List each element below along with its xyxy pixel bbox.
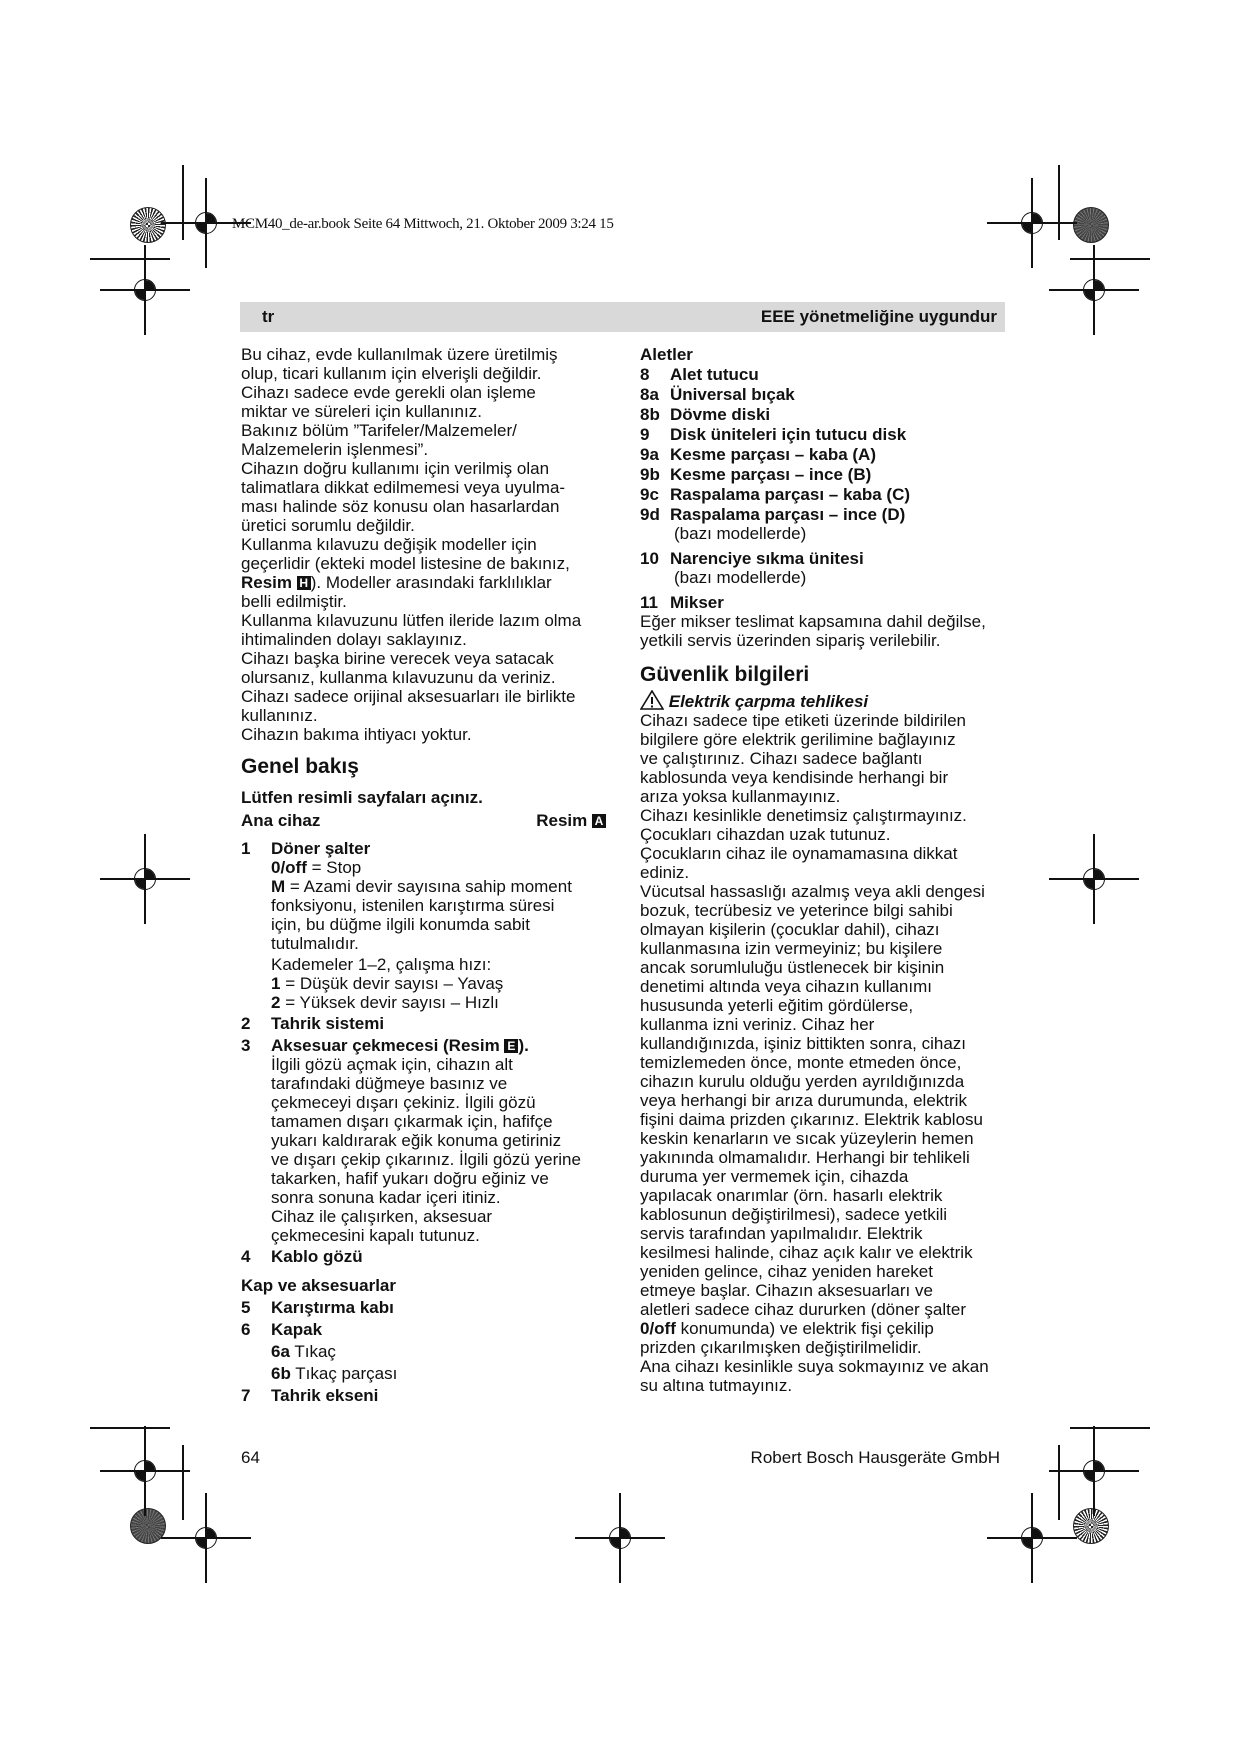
item-number: 9a <box>640 445 659 464</box>
item-line-text: = Azami devir sayısına sahip moment <box>285 877 572 896</box>
header-title: EEE yönetmeliğine uygundur <box>760 307 997 326</box>
tool-item <box>640 425 1010 444</box>
item-line: çekmeceyi dışarı çekiniz. İlgili gözü <box>271 1093 536 1112</box>
paragraph-line: hususunda yeterli eğitim gördülerse, <box>640 996 914 1015</box>
paragraph-line: veya herhangi bir arıza durumunda, elektrik <box>640 1091 967 1110</box>
paragraph-line: temizlemeden önce, monte etmeden önce, <box>640 1053 962 1072</box>
item-line: tarafındaki düğmeye basınız ve <box>271 1074 508 1093</box>
intro-line: olursanız, kullanma kılavuzunu da veriniz. <box>241 668 556 687</box>
paragraph-line: Ana cihazı kesinlikle suya sokmayınız ve akan <box>640 1357 989 1376</box>
tool-label: Raspalama parçası – ince (D) <box>670 505 906 524</box>
item-line: fonksiyonu, istenilen karıştırma süresi <box>271 896 555 915</box>
intro-line: Cihazın doğru kullanımı için verilmiş olan <box>241 459 550 478</box>
paragraph-line: arıza yoksa kullanmayınız. <box>640 787 841 806</box>
tool-label: Kesme parçası – kaba (A) <box>670 445 876 464</box>
paragraph-line: etmeye başlar. Cihazın aksesuarları ve <box>640 1281 933 1300</box>
crosshair-icon <box>161 1493 251 1583</box>
item-line: Kademeler 1–2, çalışma hızı: <box>271 955 492 974</box>
item-line: tamamen dışarı çıkarmak için, hafifçe <box>271 1112 553 1131</box>
paragraph-line: ve çalıştırınız. Cihazı sadece bağlantı <box>640 749 923 768</box>
item-number: 1 <box>241 839 251 858</box>
paragraph-line: bilgilere göre elektrik gerilimine bağlayınız <box>640 730 956 749</box>
tool-label: Üniversal bıçak <box>670 385 795 404</box>
paragraph-line: servis tarafından yapılmalıdır. Elektrik <box>640 1224 923 1243</box>
warning-heading <box>640 690 1010 711</box>
section-subtitle-aletler: Aletler <box>640 345 693 364</box>
item-title <box>271 1036 616 1055</box>
item-number: 8b <box>640 405 660 424</box>
intro-line: üretici sorumlu değildir. <box>241 516 415 535</box>
item-body <box>271 1055 616 1245</box>
intro-line: Kullanma kılavuzunu lütfen ileride lazım olma <box>241 611 582 630</box>
intro-line: geçerlidir (ekteki model listesine de bakınız, <box>241 554 570 573</box>
paragraph-line: Vücutsal hassaslığı azalmış veya akli dengesi <box>640 882 985 901</box>
intro-line <box>241 573 616 592</box>
tool-label: Disk üniteleri için tutucu disk <box>670 425 907 444</box>
tool-label: Dövme diski <box>670 405 771 424</box>
item-line <box>271 858 616 877</box>
intro-paragraphs-2 <box>241 592 616 744</box>
tool-label: Raspalama parçası – kaba (C) <box>670 485 911 504</box>
paragraph-line: prizden çıkarılmışken değiştirilmelidir. <box>640 1338 922 1357</box>
safety-text-tail <box>640 1338 1010 1395</box>
item-line-text: Tıkaç parçası <box>290 1364 398 1383</box>
paragraph-line: kullanma izni veriniz. Cihaz her <box>640 1015 875 1034</box>
switch-off-label: 0/off <box>271 858 307 877</box>
paragraph-line: kullandığınızda, işiniz bittikten sonra, cihazı <box>640 1034 967 1053</box>
item-line: sonra sonuna kadar içeri itiniz. <box>271 1188 501 1207</box>
paragraph-line <box>640 1319 1010 1338</box>
item-title: Tahrik ekseni <box>271 1386 379 1405</box>
intro-line: kullanınız. <box>241 706 318 725</box>
item-line-text: = Düşük devir sayısı – Yavaş <box>280 974 504 993</box>
warning-triangle-icon <box>640 690 664 710</box>
tool-item <box>640 485 1010 504</box>
paragraph-line: denetimi altında veya cihazın kullanımı <box>640 977 932 996</box>
item-number: 11 <box>640 593 658 612</box>
intro-line: olup, ticari kullanım için elverişli değildir. <box>241 364 542 383</box>
section-subtitle-kap: Kap ve aksesuarlar <box>241 1276 396 1295</box>
paragraph-line: su altına tutmayınız. <box>640 1376 793 1395</box>
tool-item <box>640 405 1010 424</box>
switch-m-label: M <box>271 877 286 896</box>
paragraph-line: Çocukların cihaz ile oynamamasına dikkat <box>640 844 958 863</box>
sub-item-number: 6a <box>271 1342 290 1361</box>
item-line: İlgili gözü açmak için, cihazın alt <box>271 1055 513 1074</box>
tool-item <box>640 365 1010 384</box>
item-number: 6 <box>241 1320 251 1339</box>
tool-item <box>640 385 1010 404</box>
paragraph-line: Cihazı kesinlikle denetimsiz çalıştırmayınız. <box>640 806 967 825</box>
paragraph-line: yapılacak onarımlar (örn. hasarlı elektrik <box>640 1186 943 1205</box>
intro-line: talimatlara dikkat edilmemesi veya uyulma- <box>241 478 566 497</box>
item-line <box>271 993 616 1012</box>
item-number: 8 <box>640 365 650 384</box>
figure-letter-icon: H <box>297 576 311 590</box>
file-info: MCM40_de-ar.book Seite 64 Mittwoch, 21. Oktober 2009 3:24 15 <box>232 216 614 232</box>
resim-label: Resim <box>241 573 293 592</box>
ana-cihaz-label: Ana cihaz <box>241 811 321 830</box>
intro-line: Kullanma kılavuzu değişik modeller için <box>241 535 537 554</box>
item-line: için, bu düğme ilgili konumda sabit <box>271 915 530 934</box>
item-number: 9d <box>640 505 660 524</box>
header-bar <box>240 302 1005 332</box>
intro-paragraphs <box>241 345 616 573</box>
item-number: 7 <box>241 1386 251 1405</box>
section-title-genel: Genel bakış <box>241 755 359 778</box>
item-line-text: = Yüksek devir sayısı – Hızlı <box>280 993 499 1012</box>
intro-line: ması halinde söz konusu olan hasarlardan <box>241 497 560 516</box>
item-title: Mikser <box>670 593 724 612</box>
item-line <box>271 974 616 993</box>
item-title: Narenciye sıkma ünitesi <box>670 549 864 568</box>
item-title: Döner şalter <box>271 839 371 858</box>
paragraph-line: Eğer mikser teslimat kapsamına dahil değilse, <box>640 612 986 631</box>
intro-line: Cihazın bakıma ihtiyacı yoktur. <box>241 725 472 744</box>
intro-line: ihtimalinden dolayı saklayınız. <box>241 630 467 649</box>
item-line: Cihaz ile çalışırken, aksesuar <box>271 1207 493 1226</box>
crosshair-icon <box>100 834 190 924</box>
list-item <box>241 1247 616 1266</box>
item-line-text: = Stop <box>306 858 362 877</box>
intro-line: Cihazı başka birine verecek veya satacak <box>241 649 554 668</box>
item-title: Kablo gözü <box>271 1247 363 1266</box>
intro-line: miktar ve süreleri için kullanınız. <box>241 402 482 421</box>
sub-item-number: 6b <box>271 1364 291 1383</box>
tool-item <box>640 445 1010 464</box>
paragraph-line: kablosunda veya kendisinde herhangi bir <box>640 768 949 787</box>
left-column <box>241 345 616 1405</box>
item-number: 9 <box>640 425 650 444</box>
safety-text <box>640 711 1010 1319</box>
item-line <box>271 1342 616 1361</box>
paragraph-line: kullanmasına izin vermeyiniz; bu kişilere <box>640 939 943 958</box>
item-line-text: Tıkaç <box>289 1342 336 1361</box>
paragraph-line: yetkili servis üzerinden sipariş verilebilir. <box>640 631 941 650</box>
crosshair-icon <box>575 1493 665 1583</box>
item-line: çekmecesini kapalı tutunuz. <box>271 1226 480 1245</box>
registration-rosette-icon <box>1073 207 1109 243</box>
paragraph-line: Cihazı sadece tipe etiketi üzerinde bildirilen <box>640 711 967 730</box>
list-item <box>241 1036 616 1245</box>
ana-cihaz-row <box>241 811 616 833</box>
tool-label: Alet tutucu <box>670 365 759 384</box>
resim-a-ref <box>536 811 606 830</box>
paragraph-line: ediniz. <box>640 863 690 882</box>
item-title-end: ). <box>518 1036 529 1055</box>
item-line: takarken, hafif yukarı doğru eğiniz ve <box>271 1169 549 1188</box>
page-number: 64 <box>241 1448 260 1467</box>
item-title-text: Aksesuar çekmecesi (Resim <box>271 1036 500 1055</box>
open-pages-note: Lütfen resimli sayfaları açınız. <box>241 788 483 807</box>
list-item <box>241 1298 616 1317</box>
language-code: tr <box>262 307 275 326</box>
item-number: 8a <box>640 385 659 404</box>
switch-off-label: 0/off <box>640 1319 676 1338</box>
speed-2-label: 2 <box>271 993 281 1012</box>
item-number: 4 <box>241 1247 251 1266</box>
item-number: 10 <box>640 549 659 568</box>
item-number: 9b <box>640 465 660 484</box>
list-item <box>241 1320 616 1383</box>
item-line: yukarı kaldırarak eğik konuma getiriniz <box>271 1131 562 1150</box>
paragraph-line: bozuk, tecrübesiz ve yeterince bilgi sahibi <box>640 901 953 920</box>
item-number: 9c <box>640 485 659 504</box>
paragraph-line: cihazın kurulu olduğu yerden ayrıldığınızda <box>640 1072 965 1091</box>
paragraph-line: fişini daima prizden çıkarınız. Elektrik kablosu <box>640 1110 983 1129</box>
item-title: Kapak <box>271 1320 323 1339</box>
resim-a-label: Resim <box>536 811 588 830</box>
paragraph-line-text: konumunda) ve elektrik fişi çekilip <box>675 1319 934 1338</box>
intro-line: Bakınız bölüm ”Tarifeler/Malzemeler/ <box>241 421 517 440</box>
crosshair-icon <box>1049 834 1139 924</box>
list-item <box>241 839 616 1012</box>
intro-line: Cihazı sadece orijinal aksesuarları ile birlikte <box>241 687 576 706</box>
paragraph-line: duruma yer vermemek için, cihazda <box>640 1167 909 1186</box>
item-line <box>271 877 616 896</box>
speed-1-label: 1 <box>271 974 281 993</box>
list-item <box>640 593 1010 612</box>
item-number: 2 <box>241 1014 251 1033</box>
item-title: Karıştırma kabı <box>271 1298 394 1317</box>
item-number: 3 <box>241 1036 251 1055</box>
paragraph-line: yeniden gelince, cihaz yeniden hareket <box>640 1262 933 1281</box>
note-line: (bazı modellerde) <box>674 524 807 543</box>
paragraph-line: kablosunun değiştirilmesi), sadece yetkili <box>640 1205 948 1224</box>
section-title-guvenlik: Güvenlik bilgileri <box>640 663 810 686</box>
intro-line: Malzemelerin işlenmesi”. <box>241 440 429 459</box>
intro-line: belli edilmiştir. <box>241 592 347 611</box>
intro-line-text: ). Modeller arasındaki farklılıklar <box>310 573 552 592</box>
paragraph-line: aletleri sadece cihaz dururken (döner şalter <box>640 1300 967 1319</box>
list-item <box>241 1014 616 1033</box>
warning-title: Elektrik çarpma tehlikesi <box>668 692 869 711</box>
right-column <box>640 345 1010 1395</box>
item-line <box>271 1364 616 1383</box>
paragraph-line: Çocukları cihazdan uzak tutunuz. <box>640 825 891 844</box>
footer-company: Robert Bosch Hausgeräte GmbH <box>750 1448 1000 1467</box>
figure-letter-icon: E <box>504 1039 518 1053</box>
tool-label: Kesme parçası – ince (B) <box>670 465 872 484</box>
tool-item <box>640 465 1010 484</box>
item-title: Tahrik sistemi <box>271 1014 385 1033</box>
paragraph-line: keskin kenarların ve sıcak yüzeylerin hemen <box>640 1129 974 1148</box>
paragraph-line: yakınında olmamalıdır. Herhangi bir tehlikeli <box>640 1148 970 1167</box>
list-item <box>640 549 1010 587</box>
note-line: (bazı modellerde) <box>674 568 807 587</box>
paragraph-line: ancak sorumluluğu üstlenecek bir kişinin <box>640 958 945 977</box>
list-item <box>241 1386 616 1405</box>
paragraph-line: olmayan kişilerin (çocuklar dahil), cihazı <box>640 920 940 939</box>
paragraph-line: kesilmesi halinde, cihaz açık kalır ve elektrik <box>640 1243 973 1262</box>
tool-item <box>640 505 1010 524</box>
crosshair-icon <box>987 1493 1077 1583</box>
intro-line: Cihazı sadece evde gerekli olan işleme <box>241 383 536 402</box>
item-number: 5 <box>241 1298 251 1317</box>
figure-letter-icon: A <box>592 814 606 828</box>
item-line: ve dışarı çekip çıkarınız. İlgili gözü yerine <box>271 1150 581 1169</box>
item-line: tutulmalıdır. <box>271 934 359 953</box>
intro-line: Bu cihaz, evde kullanılmak üzere üretilmiş <box>241 345 558 364</box>
tool-list <box>640 365 1010 524</box>
